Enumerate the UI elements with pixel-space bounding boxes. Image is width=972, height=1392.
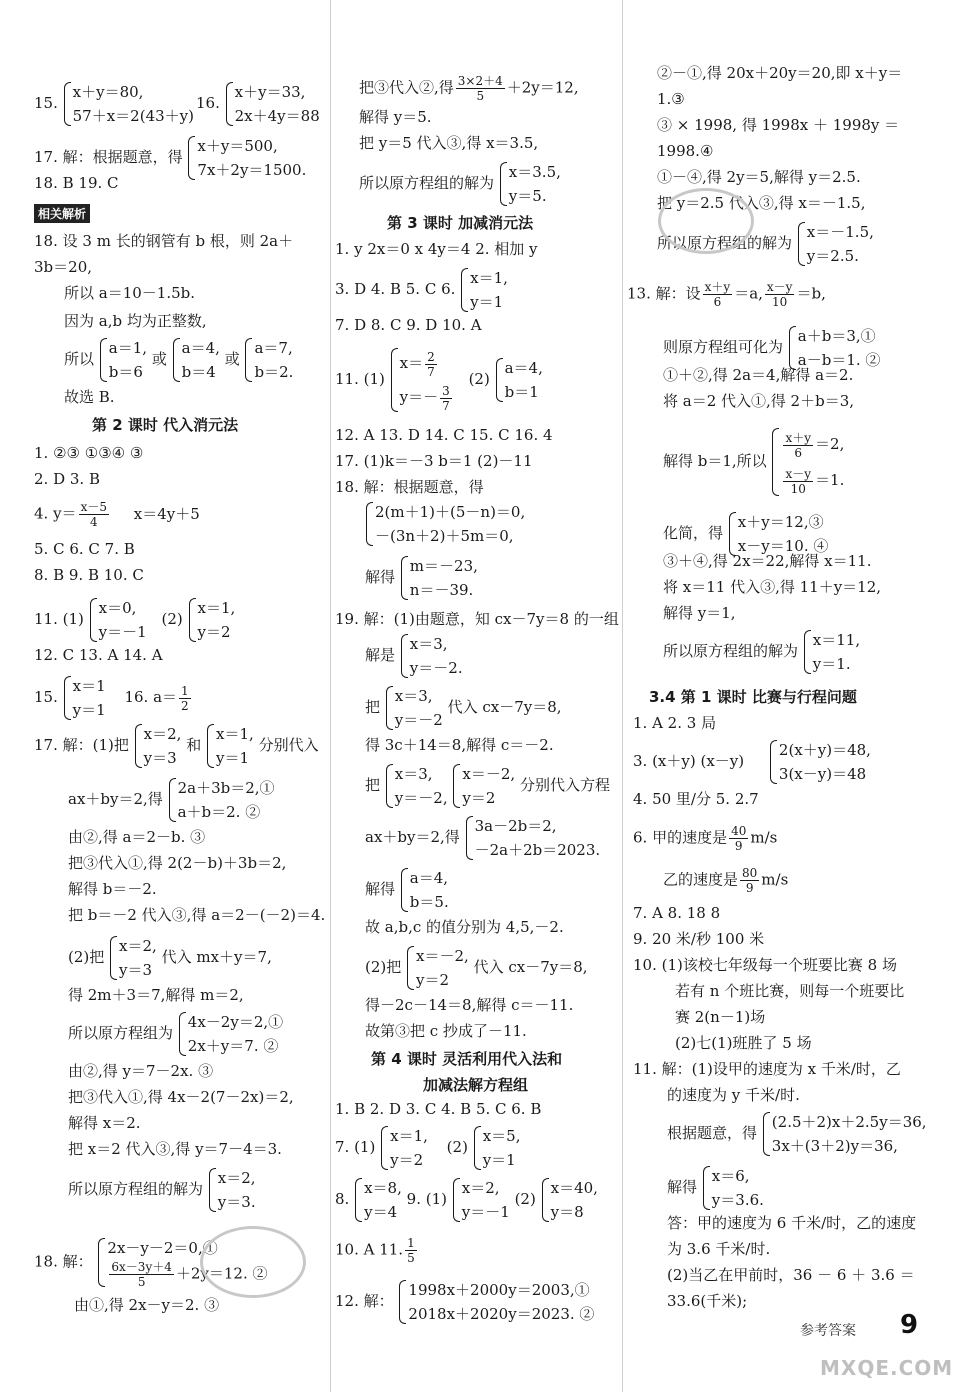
equation-system: x＝－2, y＝2: [406, 944, 469, 992]
answer-column-left: [0, 0, 330, 1392]
answer-line: 7. A 8. 18 8: [633, 904, 721, 922]
equation-system: 2x－y－2＝0,① $\frac{6x-3y+4}{5}$ ＋2y＝12. ②: [97, 1236, 267, 1289]
equation-system: $\frac{x+y}{6}$ ＝2, $\frac{x-y}{10}$ ＝1.: [771, 426, 844, 498]
solution-line: 将 x＝11 代入③,得 11＋y＝12,: [663, 578, 882, 596]
page-number: 9: [900, 1310, 919, 1340]
solution-line: 解得 b＝1,所以 $\frac{x+y}{6}$ ＝2, $\frac{x-y}{10}$ ＝1.: [663, 426, 844, 498]
answer-6: 6. 甲的速度是 $\frac{40}{9}$ m/s: [633, 824, 778, 853]
equation-system: x＝2, y＝3.: [208, 1166, 256, 1214]
answer-line: 10. A 11. $\frac{1}{5}$: [335, 1236, 415, 1265]
solution-line: 所以原方程组的解为 x＝3.5, y＝5.: [359, 160, 561, 208]
answer-6-line: 乙的速度是 $\frac{80}{9}$ m/s: [663, 866, 789, 895]
equation-system: 1998x＋2000y＝2003,① 2018x＋2020y＝2023. ②: [398, 1278, 594, 1326]
watermark-stamp: [658, 188, 754, 254]
equation-system: 4x－2y＝2,① 2x＋y＝7. ②: [178, 1010, 283, 1058]
equation-system: a＋b＝3,① a－b＝1. ②: [788, 324, 881, 372]
equation-system: x＝－1.5, y＝2.5.: [797, 220, 874, 268]
solution-line: ③＋④,得 2x＝22,解得 x＝11.: [663, 552, 872, 570]
solution-line: 解得 a＝4, b＝5.: [365, 866, 449, 914]
equation-system: m＝－23, n＝－39.: [400, 554, 478, 602]
equation-system: (2.5＋2)x＋2.5y＝36, 3x＋(3＋2)y＝36,: [762, 1110, 927, 1158]
solution-line: 由②,得 a＝2－b. ③: [68, 828, 206, 846]
equation-system: x＝1 y＝1: [63, 674, 106, 722]
analysis-cases: 所以 a＝1, b＝6 或 a＝4, b＝4 或 a＝7, b＝2.: [64, 336, 293, 384]
answer-line: 1. A 2. 3 局: [633, 714, 717, 732]
solution-line: 将 a＝2 代入①,得 2＋b＝3,: [663, 392, 855, 410]
equation-block: [365, 500, 525, 548]
answer-11: 11. (1) x＝ $\frac{2}{7}$ y＝－ $\frac{3}{7}$ (2) a＝4, b＝1: [335, 346, 543, 414]
answer-line: 1. ②③ ①③④ ③: [34, 444, 144, 462]
equation-system: 3a－2b＝2, －2a＋2b＝2023.: [465, 814, 601, 862]
answer-line: 18. 解：根据题意，得: [335, 478, 484, 496]
solution-line: 把 x＝3, y＝－2 代入 cx－7y＝8,: [365, 684, 562, 732]
solution-17-line: ax＋by＝2,得 2a＋3b＝2,① a＋b＝2. ②: [68, 776, 275, 824]
fraction: $\frac{3\times 2+4}{5}$: [457, 74, 503, 103]
answer-15: 15. x＋y＝80, 57＋x＝2(43＋y): [34, 80, 194, 128]
solution-line: 化简，得 x＋y＝12,③ x－y＝10. ④: [663, 510, 828, 558]
solution-17-line: 17. 解：(1)把 x＝2, y＝3 和 x＝1, y＝1 分别代入: [34, 722, 319, 770]
solution-line: 由②,得 y＝7－2x. ③: [68, 1062, 214, 1080]
solution-line: ③ × 1998, 得 1998x ＋ 1998y ＝: [657, 116, 900, 134]
section-heading: 第 4 课时 灵活利用代入法和: [371, 1050, 563, 1068]
solution-line: ①＋②,得 2a＝4,解得 a＝2.: [663, 366, 854, 384]
solution-12: 12. 解： 1998x＋2000y＝2003,① 2018x＋2020y＝2023. ②: [335, 1278, 594, 1326]
analysis-line: 3b＝20,: [34, 258, 93, 276]
related-analysis-tag: 相关解析: [34, 204, 90, 223]
solution-line: 解得 y＝1,: [663, 604, 736, 622]
solution-line: 答：甲的速度为 6 千米/时，乙的速度: [667, 1214, 917, 1232]
solution-line: 把③代入①,得 2(2－b)＋3b＝2,: [68, 854, 287, 872]
fraction: $\frac{6x-3y+4}{5}$: [111, 1260, 172, 1289]
equation-system: x＝0, y＝－1: [89, 596, 147, 644]
answer-line: 19. 解：(1)由题意，知 cx－7y＝8 的一组: [335, 610, 619, 628]
fraction: $\frac{40}{9}$: [731, 824, 747, 853]
answer-line: 1. B 2. D 3. C 4. B 5. C 6. B: [335, 1100, 542, 1118]
answer-line: 4. 50 里/分 5. 2.7: [633, 790, 759, 808]
solution-line: 根据题意，得 (2.5＋2)x＋2.5y＝36, 3x＋(3＋2)y＝36,: [667, 1110, 927, 1158]
solution-line: 所以原方程组的解为 x＝2, y＝3.: [68, 1166, 256, 1214]
solution-line: 得－2c－14＝8,解得 c＝－11.: [365, 996, 574, 1014]
solution-line: 所以原方程组为 4x－2y＝2,① 2x＋y＝7. ②: [68, 1010, 283, 1058]
answer-line: 10. (1)该校七年级每一个班要比赛 8 场: [633, 956, 897, 974]
solution-line: 解是 x＝3, y＝－2.: [365, 632, 463, 680]
equation-system: x＝6, y＝3.6.: [702, 1164, 764, 1212]
solution-18: 18. 解： 2x－y－2＝0,① $\frac{6x-3y+4}{5}$ ＋2y＝12. ②: [34, 1236, 268, 1289]
footer-label: 参考答案: [800, 1323, 856, 1339]
equation-system: x＝1, y＝2: [380, 1124, 428, 1172]
answer-7: 7. (1) x＝1, y＝2 (2) x＝5, y＝1: [335, 1124, 520, 1172]
answer-line: 5. C 6. C 7. B: [34, 540, 135, 558]
equation-system: x＋y＝33, 2x＋4y＝88: [225, 80, 320, 128]
solution-line: (2)当乙在甲前时，36 － 6 ＋ 3.6 ＝: [667, 1266, 915, 1284]
fraction: $\frac{80}{9}$: [742, 866, 758, 895]
solution-line: 把③代入①,得 4x－2(7－2x)＝2,: [68, 1088, 294, 1106]
equation-system: a＝4, b＝1: [495, 356, 543, 404]
solution-line: 所以原方程组的解为 x＝－1.5, y＝2.5.: [657, 220, 874, 268]
answer-line: 若有 n 个班比赛，则每一个班要比: [675, 982, 905, 1000]
answer-4: 4. y＝ $\frac{x-5}{4}$ x＝4y＋5: [34, 500, 200, 529]
answer-line: 赛 2(n－1)场: [675, 1008, 766, 1026]
equation-system: x＝1, y＝1: [460, 266, 508, 314]
fraction: $\frac{x+y}{6}$: [785, 430, 812, 460]
equation-system: x＝40, y＝8: [541, 1176, 598, 1224]
equation-system: 2(x＋y)＝48, 3(x－y)＝48: [769, 738, 871, 786]
solution-line: ②－①,得 20x＋20y＝20,即 x＋y＝: [657, 64, 903, 82]
equation-system: a＝1, b＝6: [99, 336, 147, 384]
answer-3: 3. (x＋y) (x－y) 2(x＋y)＝48, 3(x－y)＝48: [633, 738, 871, 786]
solution-line: 为 3.6 千米/时.: [667, 1240, 771, 1258]
equation-system: x＋y＝500, 7x＋2y＝1500.: [187, 134, 306, 182]
section-heading: 第 3 课时 加减消元法: [387, 214, 534, 232]
answer-18-19: 18. B 19. C: [34, 174, 119, 192]
equation-system: x＋y＝80, 57＋x＝2(43＋y): [63, 80, 194, 128]
equation-system: x＝3, y＝－2,: [385, 762, 448, 810]
solution-line: 33.6(千米);: [667, 1292, 748, 1310]
solution-line: 故第③把 c 抄成了－11.: [365, 1022, 527, 1040]
equation-system: x＝1, y＝1: [206, 722, 254, 770]
fraction: $\frac{x+y}{6}$: [704, 280, 731, 309]
solution-line: 1998.④: [657, 142, 714, 160]
solution-line: 故 a,b,c 的值分别为 4,5,－2.: [365, 918, 564, 936]
analysis-line: 因为 a,b 均为正整数,: [64, 312, 207, 330]
site-watermark: MXQE.COM: [820, 1356, 954, 1380]
equation-system: x＝1, y＝2: [188, 596, 236, 644]
answer-8-9: 8. x＝8, y＝4 9. (1) x＝2, y＝－1 (2) x＝40, y＝8: [335, 1176, 598, 1224]
fraction: $\frac{3}{7}$: [442, 383, 450, 413]
solution-line: 所以原方程组的解为 x＝11, y＝1.: [663, 628, 860, 676]
answer-15-16: 15. x＝1 y＝1 16. a＝ $\frac{1}{2}$: [34, 674, 193, 722]
answer-column-middle: [330, 0, 621, 1392]
fraction: $\frac{x-y}{10}$: [785, 466, 812, 496]
equation-system: x＝3, y＝－2: [385, 684, 443, 732]
equation-system: 2a＋3b＝2,① a＋b＝2. ②: [168, 776, 275, 824]
answer-line: 2. D 3. B: [34, 470, 100, 488]
answer-11: 11. (1) x＝0, y＝－1 (2) x＝1, y＝2: [34, 596, 235, 644]
equation-system: a＝4, b＝4: [172, 336, 220, 384]
equation-system: x＝－2, y＝2: [452, 762, 515, 810]
equation-system: x＝2, y＝3: [134, 722, 182, 770]
solution-line: 1.③: [657, 90, 685, 108]
equation-system: x＝5, y＝1: [473, 1124, 521, 1172]
answer-17: 17. 解：根据题意，得 x＋y＝500, 7x＋2y＝1500.: [34, 134, 306, 182]
solution-line: 由①,得 2x－y＝2. ③: [74, 1296, 220, 1314]
solution-line: 把 x＝3, y＝－2, x＝－2, y＝2 分别代入方程: [365, 762, 610, 810]
solution-line: (2)把 x＝－2, y＝2 代入 cx－7y＝8,: [365, 944, 588, 992]
solution-line: 解得 y＝5.: [359, 108, 432, 126]
section-heading: 加减法解方程组: [423, 1076, 529, 1094]
answer-line: 1. y 2x＝0 x 4y＝4 2. 相加 y: [335, 240, 538, 258]
answer-line: 12. A 13. D 14. C 15. C 16. 4: [335, 426, 553, 444]
analysis-line: 所以 a＝10－1.5b.: [64, 284, 196, 302]
equation-system: x＋y＝12,③ x－y＝10. ④: [728, 510, 829, 558]
equation-system: 2(m＋1)＋(5－n)＝0, －(3n＋2)＋5m＝0,: [365, 500, 525, 548]
equation-block: 解得 m＝－23, n＝－39.: [365, 554, 478, 602]
equation-system: a＝4, b＝5.: [400, 866, 449, 914]
solution-line: 得 3c＋14＝8,解得 c＝－2.: [365, 736, 554, 754]
solution-line: 解得 x＝2.: [68, 1114, 141, 1132]
answer-line: 3. D 4. B 5. C 6. x＝1, y＝1: [335, 266, 508, 314]
fraction: $\frac{1}{2}$: [181, 683, 189, 713]
answer-line: 8. B 9. B 10. C: [34, 566, 144, 584]
watermark-stamp: [200, 1226, 306, 1298]
equation-system: x＝11, y＝1.: [803, 628, 860, 676]
solution-line: 则原方程组可化为 a＋b＝3,① a－b＝1. ②: [663, 324, 880, 372]
equation-system: x＝8, y＝4: [354, 1176, 402, 1224]
equation-system: x＝2, y＝－1: [452, 1176, 510, 1224]
answer-line: 9. 20 米/秒 100 米: [633, 930, 765, 948]
solution-13: 13. 解：设 $\frac{x+y}{6}$ ＝a, $\frac{x-y}{10}$ ＝b,: [627, 280, 826, 309]
answer-line: (2)七(1)班胜了 5 场: [675, 1034, 812, 1052]
answer-16: 16. x＋y＝33, 2x＋4y＝88: [196, 80, 320, 128]
fraction: $\frac{x-y}{10}$: [766, 280, 793, 309]
answer-line: 17. (1)k＝－3 b＝1 (2)－11: [335, 452, 533, 470]
answer-line: 的速度为 y 千米/时.: [667, 1086, 800, 1104]
equation-system: x＝3.5, y＝5.: [499, 160, 561, 208]
section-heading: 第 2 课时 代入消元法: [92, 416, 239, 434]
solution-line: 得 2m＋3＝7,解得 m＝2,: [68, 986, 244, 1004]
equation-system: a＝7, b＝2.: [244, 336, 293, 384]
fraction: $\frac{2}{7}$: [427, 349, 435, 379]
section-heading: 3.4 第 1 课时 比赛与行程问题: [649, 688, 857, 706]
equation-system: x＝2, y＝3: [109, 934, 157, 982]
solution-line: 把 x＝2 代入③,得 y＝7－4＝3.: [68, 1140, 282, 1158]
solution-line: 把 b＝－2 代入③,得 a＝2－(－2)＝4.: [68, 906, 326, 924]
answer-line: 11. 解：(1)设甲的速度为 x 千米/时，乙: [633, 1060, 901, 1078]
solution-line: 把③代入②,得 $\frac{3\times 2+4}{5}$ ＋2y＝12,: [359, 74, 579, 103]
analysis-line: 故选 B.: [64, 388, 115, 406]
equation-system: x＝ $\frac{2}{7}$ y＝－ $\frac{3}{7}$: [390, 346, 454, 414]
solution-line: 把 y＝2.5 代入③,得 x＝－1.5,: [657, 194, 866, 212]
equation-system: x＝3, y＝－2.: [400, 632, 463, 680]
analysis-line: 18. 设 3 m 长的钢管有 b 根，则 2a＋: [34, 232, 294, 250]
answer-line: 7. D 8. C 9. D 10. A: [335, 316, 482, 334]
solution-line: 解得 x＝6, y＝3.6.: [667, 1164, 764, 1212]
fraction: $\frac{1}{5}$: [407, 1236, 415, 1265]
solution-line: ax＋by＝2,得 3a－2b＝2, －2a＋2b＝2023.: [365, 814, 600, 862]
solution-line: ①－④,得 2y＝5,解得 y＝2.5.: [657, 168, 861, 186]
solution-line: 把 y＝5 代入③,得 x＝3.5,: [359, 134, 539, 152]
answer-line: 12. C 13. A 14. A: [34, 646, 163, 664]
fraction: $\frac{x-5}{4}$: [80, 500, 107, 529]
solution-line: (2)把 x＝2, y＝3 代入 mx＋y＝7,: [68, 934, 272, 982]
solution-line: 解得 b＝－2.: [68, 880, 157, 898]
